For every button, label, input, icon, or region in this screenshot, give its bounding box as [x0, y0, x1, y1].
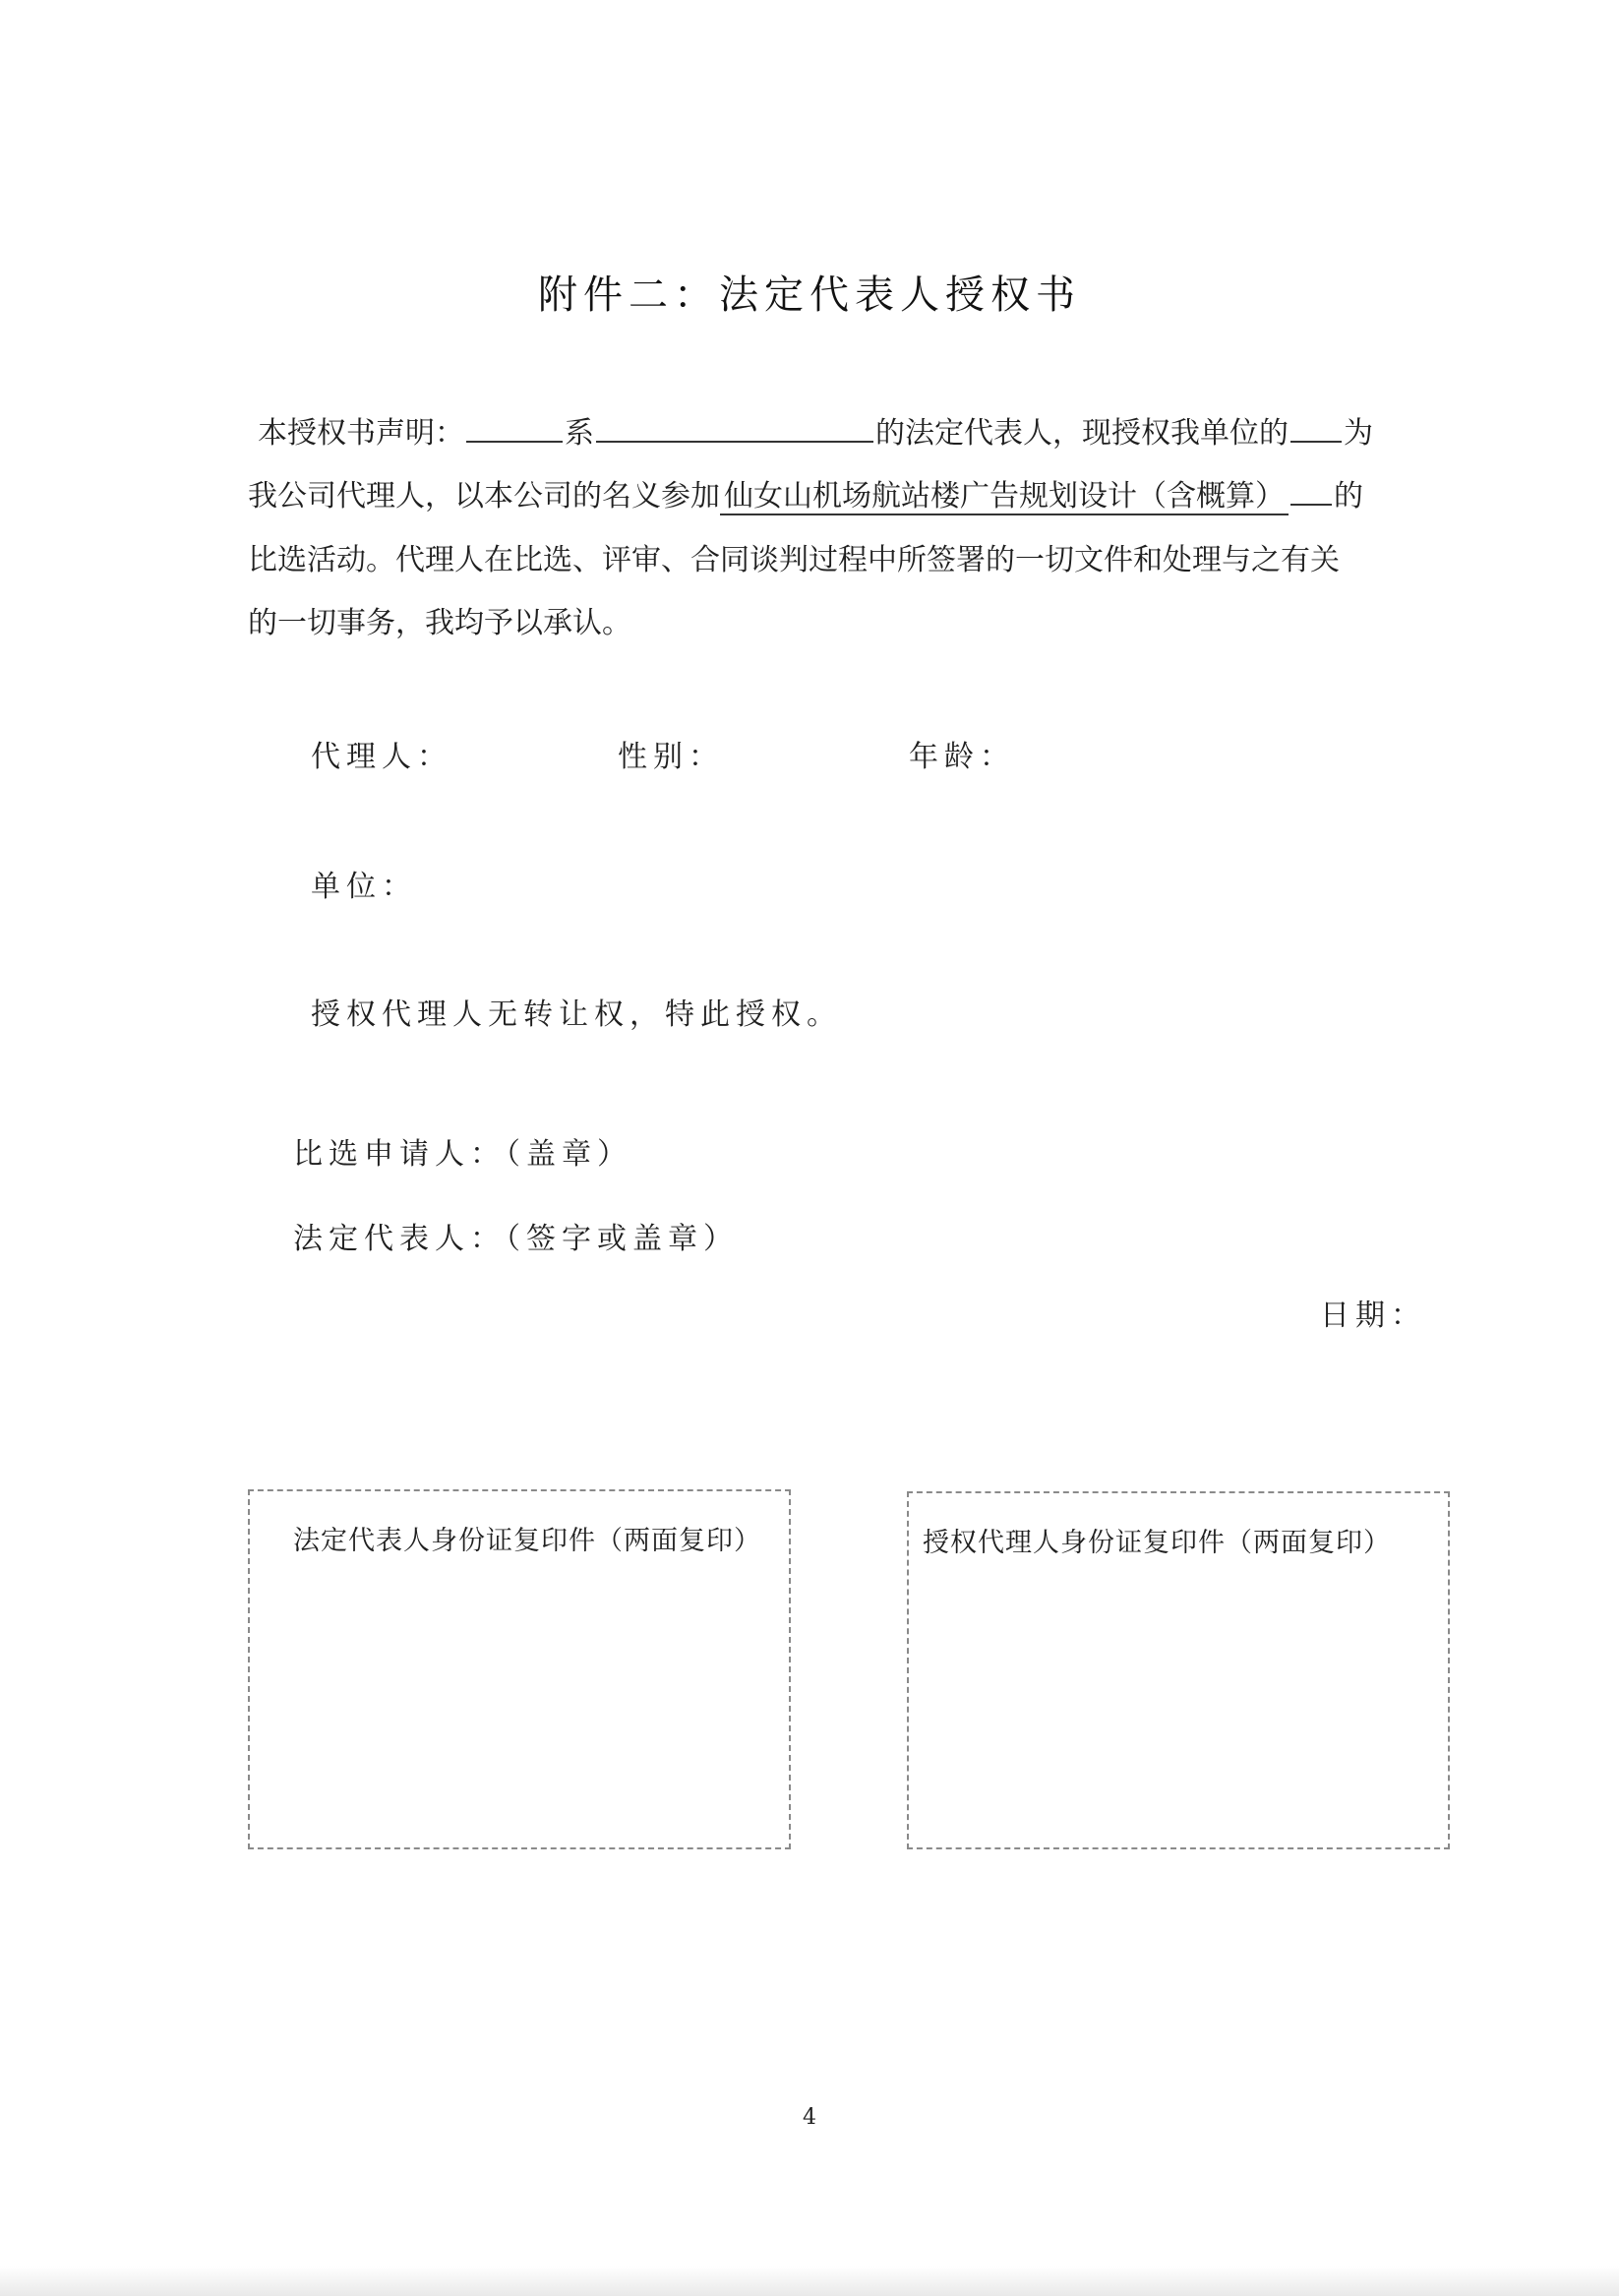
statement-line-2 [248, 474, 1428, 518]
agent-id-box [907, 1491, 1450, 1849]
statement-intro: 本授权书声明： [258, 416, 464, 451]
applicant-seal-line: 比选申请人：（盖章） [293, 1137, 632, 1172]
statement-participate: 我公司代理人，以本公司的名义参加 [248, 479, 720, 514]
unit-label: 单位： [311, 870, 417, 904]
gender-label: 性别： [618, 740, 724, 774]
agent-label: 代理人： [311, 740, 452, 774]
page-title: 附件二：法定代表人授权书 [538, 272, 1081, 318]
statement-line-1 [258, 411, 1438, 455]
statement-legal-rep: 的法定代表人，现授权我单位的 [875, 416, 1289, 451]
statement-xi: 系 [565, 416, 594, 451]
company-blank [596, 411, 873, 443]
statement-de: 的 [1334, 479, 1363, 514]
scan-edge-shading [0, 2266, 1619, 2296]
project-trailing-blank [1290, 474, 1332, 506]
agent-id-label: 授权代理人身份证复印件（两面复印） [923, 1528, 1391, 1558]
agent-blank [1290, 411, 1342, 443]
no-transfer-statement: 授权代理人无转让权，特此授权。 [311, 997, 842, 1032]
statement-line-4: 的一切事务，我均予以承认。 [248, 606, 631, 640]
legal-rep-id-label: 法定代表人身份证复印件（两面复印） [293, 1526, 761, 1556]
age-label: 年龄： [909, 740, 1015, 774]
statement-wei: 为 [1344, 416, 1373, 451]
statement-line-3: 比选活动。代理人在比选、评审、合同谈判过程中所签署的一切文件和处理与之有关 [248, 543, 1340, 577]
name-blank [466, 411, 563, 443]
legal-rep-id-box [248, 1489, 791, 1849]
date-label: 日期： [1320, 1299, 1426, 1333]
page-number: 4 [803, 2105, 816, 2130]
project-name: 仙女山机场航站楼广告规划设计（含概算） [720, 479, 1289, 515]
legal-rep-signature-line: 法定代表人：（签字或盖章） [293, 1222, 739, 1256]
